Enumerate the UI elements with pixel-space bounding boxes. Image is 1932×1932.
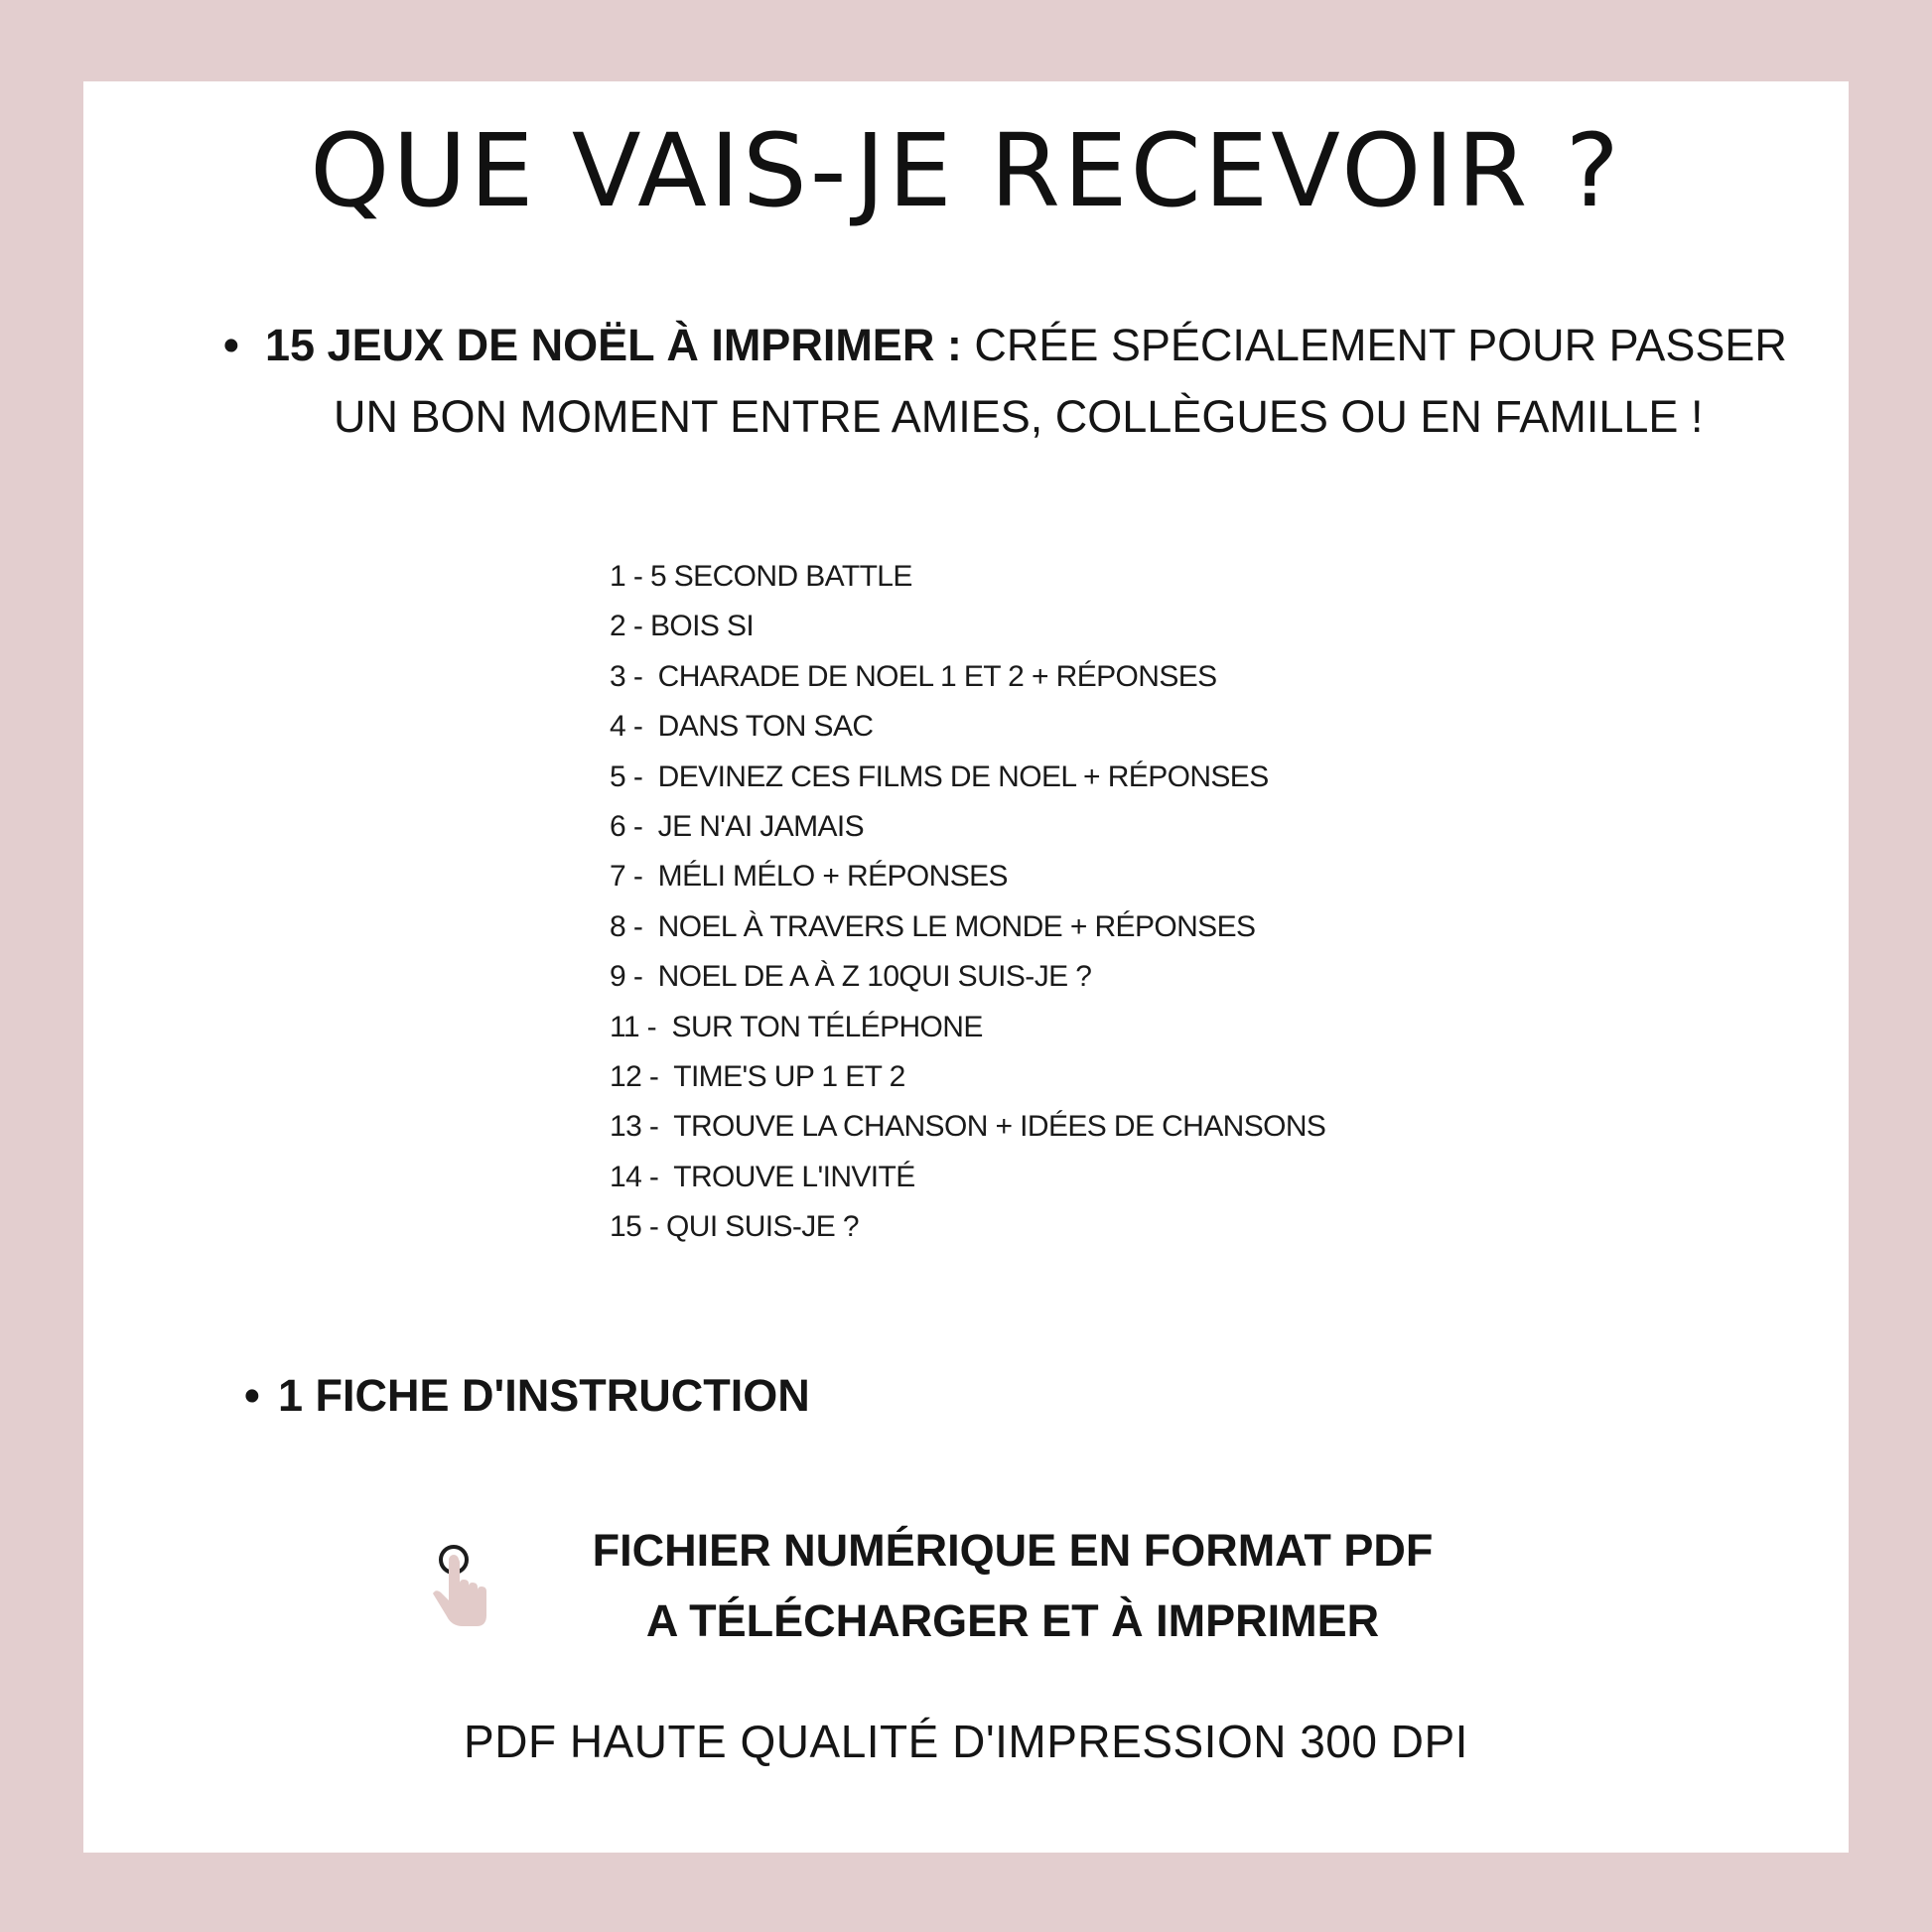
- tap-hand-icon: [427, 1543, 496, 1632]
- page-title: QUE VAIS-JE RECEVOIR ?: [310, 112, 1622, 230]
- file-format-line2: A TÉLÉCHARGER ET À IMPRIMER: [645, 1595, 1380, 1646]
- game-list-item: 8 - NOEL À TRAVERS LE MONDE + RÉPONSES: [610, 909, 1256, 943]
- intro-bold-heading: 15 JEUX DE NOËL À IMPRIMER :: [265, 320, 962, 370]
- instruction-bullet-item: [244, 1368, 810, 1424]
- game-list-item: 9 - NOEL DE A À Z 10QUI SUIS-JE ?: [610, 960, 1092, 994]
- intro-line1-text: CRÉE SPÉCIALEMENT POUR PASSER: [974, 320, 1787, 370]
- game-list-item: 4 - DANS TON SAC: [610, 710, 874, 744]
- game-list-item: 3 - CHARADE DE NOEL 1 ET 2 + RÉPONSES: [610, 659, 1217, 693]
- game-list-item: 5 - DEVINEZ CES FILMS DE NOEL + RÉPONSES: [610, 759, 1269, 793]
- bullet-marker: •: [223, 320, 239, 370]
- bullet-marker: •: [244, 1370, 260, 1421]
- game-list-item: 12 - TIME'S UP 1 ET 2: [610, 1060, 905, 1094]
- game-list-item: 11 - SUR TON TÉLÉPHONE: [610, 1010, 983, 1043]
- intro-line2-text: UN BON MOMENT ENTRE AMIES, COLLÈGUES OU EN FAMILLE !: [334, 391, 1704, 442]
- file-format-line1: FICHIER NUMÉRIQUE EN FORMAT PDF: [592, 1525, 1434, 1576]
- game-list-item: 15 - QUI SUIS-JE ?: [610, 1210, 859, 1244]
- game-list-item: 13 - TROUVE LA CHANSON + IDÉES DE CHANSONS: [610, 1110, 1326, 1144]
- games-list: [610, 552, 1325, 1253]
- file-format-text: [526, 1515, 1499, 1656]
- game-list-item: 6 - JE N'AI JAMAIS: [610, 810, 865, 844]
- game-list-item: 2 - BOIS SI: [610, 610, 755, 643]
- quality-note: PDF HAUTE QUALITÉ D'IMPRESSION 300 DPI: [464, 1716, 1468, 1767]
- game-list-item: 14 - TROUVE L'INVITÉ: [610, 1160, 915, 1193]
- game-list-item: 1 - 5 SECOND BATTLE: [610, 560, 912, 593]
- game-list-item: 7 - MÉLI MÉLO + RÉPONSES: [610, 860, 1008, 894]
- file-format-block: [427, 1515, 1519, 1674]
- intro-bullet-item: [223, 310, 1812, 453]
- instruction-label: 1 FICHE D'INSTRUCTION: [278, 1370, 810, 1421]
